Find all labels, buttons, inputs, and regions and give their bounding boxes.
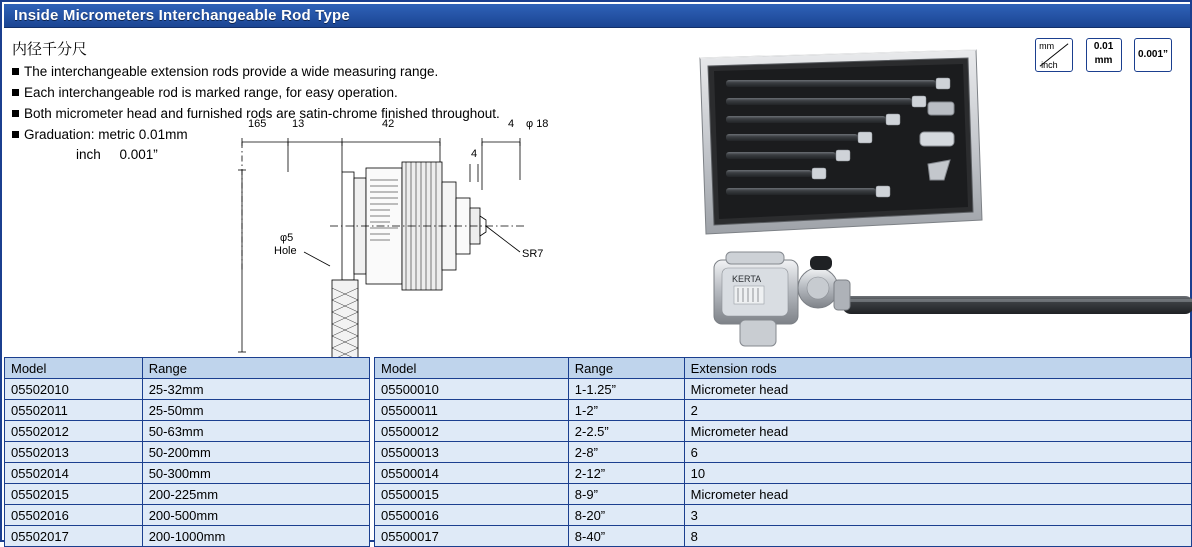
cell-model: 05500010 — [375, 379, 569, 400]
mm-inch-icon-bottom: inch — [1041, 60, 1058, 70]
list-item-label: Both micrometer head and furnished rods are satin-chrome finished throughout. — [24, 106, 500, 121]
cell-model: 05500015 — [375, 484, 569, 505]
cell-extension-rods: Micrometer head — [684, 379, 1191, 400]
product-photo-case — [692, 44, 988, 240]
mm-inch-icon-top: mm — [1039, 41, 1055, 51]
table-row — [5, 463, 370, 484]
page-title: Inside Micrometers Interchangeable Rod Type — [14, 7, 350, 24]
list-item-label: The interchangeable extension rods provide a wide measuring range. — [24, 64, 439, 79]
bullet-square-icon — [12, 89, 19, 96]
cell-extension-rods: 8 — [684, 526, 1191, 547]
table-row — [5, 484, 370, 505]
cell-range: 200-500mm — [142, 505, 369, 526]
table-row — [375, 421, 1192, 442]
dimension-label: 42 — [382, 118, 395, 130]
cell-extension-rods: 2 — [684, 400, 1191, 421]
cell-range: 1-2” — [568, 400, 684, 421]
cell-range: 2-8” — [568, 442, 684, 463]
table-row — [5, 421, 370, 442]
cell-range: 50-200mm — [142, 442, 369, 463]
metric-model-table — [4, 357, 370, 547]
bullet-square-icon — [12, 68, 19, 75]
table-row — [375, 484, 1192, 505]
cell-model: 05502017 — [5, 526, 143, 547]
cell-model: 05502010 — [5, 379, 143, 400]
dimension-label: 4 — [508, 118, 515, 130]
mm-inch-icon — [1035, 38, 1073, 72]
column-header-range: Range — [142, 358, 369, 379]
cell-range: 1-1.25” — [568, 379, 684, 400]
list-item-label: Each interchangeable rod is marked range, for easy operation. — [24, 85, 398, 100]
cell-model: 05500014 — [375, 463, 569, 484]
cell-extension-rods: Micrometer head — [684, 421, 1191, 442]
cell-range: 25-50mm — [142, 400, 369, 421]
cell-model: 05502016 — [5, 505, 143, 526]
cell-model: 05502011 — [5, 400, 143, 421]
cell-range: 8-40” — [568, 526, 684, 547]
dimension-label: 13 — [292, 118, 305, 130]
dimension-label: φ 18 — [526, 118, 549, 130]
cell-range: 8-9” — [568, 484, 684, 505]
cell-range: 8-20” — [568, 505, 684, 526]
column-header-model: Model — [375, 358, 569, 379]
cell-model: 05500017 — [375, 526, 569, 547]
cell-model: 05500013 — [375, 442, 569, 463]
table-row — [5, 400, 370, 421]
column-header-model: Model — [5, 358, 143, 379]
cell-model: 05502013 — [5, 442, 143, 463]
list-item — [12, 62, 672, 81]
spec-icon-group — [1027, 38, 1172, 72]
column-header-extension-rods: Extension rods — [684, 358, 1191, 379]
cell-extension-rods: Micrometer head — [684, 484, 1191, 505]
cell-range: 2-2.5” — [568, 421, 684, 442]
cell-range: 50-300mm — [142, 463, 369, 484]
bullet-square-icon — [12, 110, 19, 117]
table-row — [375, 442, 1192, 463]
cell-extension-rods: 6 — [684, 442, 1191, 463]
metric-resolution-icon — [1086, 38, 1122, 72]
tool-photo-svg — [692, 242, 1192, 354]
cell-range: 2-12” — [568, 463, 684, 484]
table-row — [5, 379, 370, 400]
table-row — [375, 463, 1192, 484]
dimension-label: Hole — [274, 245, 297, 257]
inch-model-table — [374, 357, 1192, 547]
case-photo-svg — [692, 44, 988, 240]
cell-extension-rods: 10 — [684, 463, 1191, 484]
column-header-range: Range — [568, 358, 684, 379]
dimension-label: 165 — [248, 118, 267, 130]
dimension-label: SR7 — [522, 248, 544, 260]
dimension-label: φ5 — [280, 232, 294, 244]
metric-resolution-unit: mm — [1094, 55, 1113, 66]
list-item — [12, 83, 672, 102]
table-row — [5, 526, 370, 547]
cell-extension-rods: 3 — [684, 505, 1191, 526]
table-row — [375, 505, 1192, 526]
cell-model: 05502015 — [5, 484, 143, 505]
table-row — [375, 400, 1192, 421]
cell-model: 05500011 — [375, 400, 569, 421]
technical-drawing — [230, 120, 590, 360]
inch-resolution-value: 0.001” — [1137, 49, 1169, 60]
table-header-row — [375, 358, 1192, 379]
metric-resolution-value: 0.01 — [1093, 41, 1114, 52]
inch-resolution-icon — [1134, 38, 1172, 72]
table-row — [375, 379, 1192, 400]
bullet-square-icon — [12, 131, 19, 138]
cell-model: 05500012 — [375, 421, 569, 442]
chinese-title: 内径千分尺 — [12, 40, 88, 58]
cell-range: 50-63mm — [142, 421, 369, 442]
table-header-row — [5, 358, 370, 379]
cell-model: 05502014 — [5, 463, 143, 484]
cell-model: 05500016 — [375, 505, 569, 526]
cell-range: 200-225mm — [142, 484, 369, 505]
dimension-label: 4 — [471, 148, 478, 160]
table-row — [5, 505, 370, 526]
graduation-inch-label: inch 0.001” — [76, 147, 158, 162]
table-row — [5, 442, 370, 463]
cell-range: 25-32mm — [142, 379, 369, 400]
cell-range: 200-1000mm — [142, 526, 369, 547]
product-photo-tool — [692, 242, 1192, 354]
brand-label: KERTA — [732, 274, 762, 284]
list-item-label: Graduation: metric 0.01mm — [24, 127, 188, 142]
table-row — [375, 526, 1192, 547]
page-header — [4, 4, 1190, 28]
cell-model: 05502012 — [5, 421, 143, 442]
